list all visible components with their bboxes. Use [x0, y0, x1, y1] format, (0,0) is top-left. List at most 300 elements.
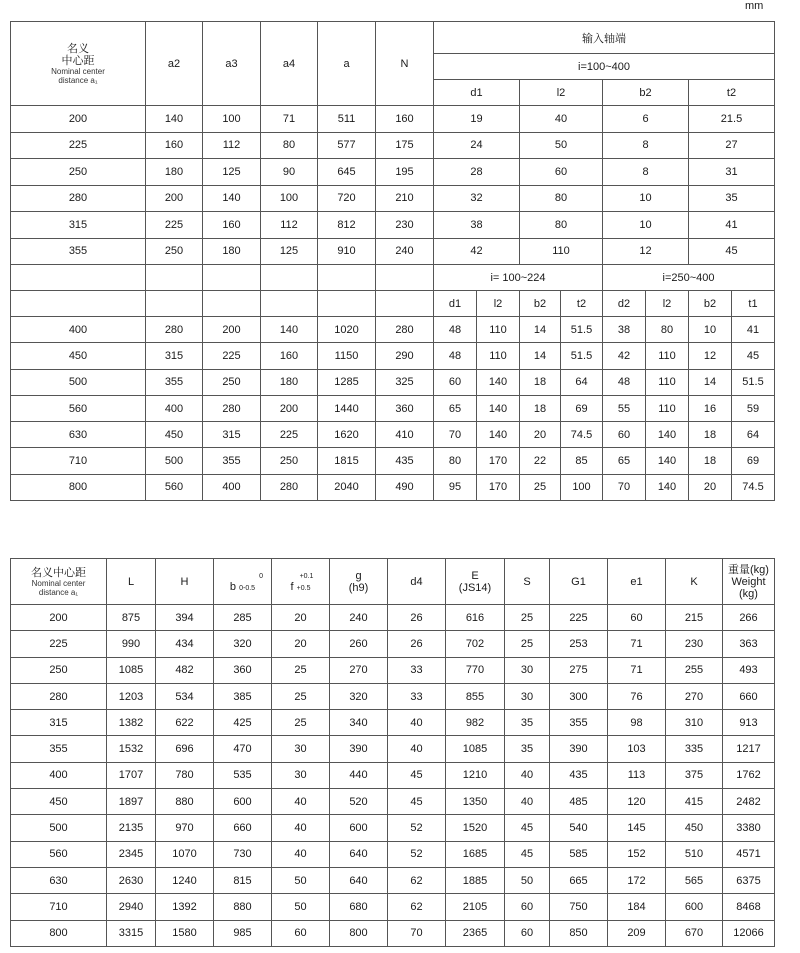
header-a: a	[318, 22, 376, 106]
table-cell: 280	[11, 185, 146, 212]
table-cell: 560	[146, 474, 203, 500]
table-cell: 1217	[723, 736, 775, 762]
table-cell: 80	[520, 212, 603, 239]
table-cell: 560	[11, 841, 107, 867]
table-cell: 622	[156, 710, 214, 736]
table-cell: 2940	[107, 894, 156, 920]
table-cell: 1020	[318, 317, 376, 343]
table-cell: 1240	[156, 867, 214, 893]
header-a2: a2	[146, 22, 203, 106]
table-cell: 112	[203, 132, 261, 159]
table-cell: 70	[388, 920, 446, 946]
table-cell: 28	[434, 159, 520, 186]
table-cell: 195	[376, 159, 434, 186]
table-cell: 230	[666, 631, 723, 657]
table-row	[11, 920, 775, 946]
table-cell: 152	[608, 841, 666, 867]
table-cell: 880	[214, 894, 272, 920]
table-cell: 500	[146, 448, 203, 474]
table-cell: 51.5	[732, 369, 775, 395]
table-cell: 315	[11, 212, 146, 239]
table-cell: 660	[723, 683, 775, 709]
table-cell: 355	[11, 238, 146, 265]
header2-f: +0.1 f +0.5	[272, 559, 330, 605]
empty-cell	[376, 291, 434, 317]
table-cell: 60	[520, 159, 603, 186]
table-cell: 95	[434, 474, 477, 500]
table-cell: 170	[477, 474, 520, 500]
table-cell: 990	[107, 631, 156, 657]
table-cell: 585	[550, 841, 608, 867]
table-cell: 76	[608, 683, 666, 709]
table-cell: 26	[388, 631, 446, 657]
table-cell: 112	[261, 212, 318, 239]
table-cell: 18	[520, 395, 561, 421]
header-ratio-b1: i= 100~224	[434, 265, 603, 291]
table-cell: 14	[520, 317, 561, 343]
table-cell: 482	[156, 657, 214, 683]
table-cell: 10	[603, 185, 689, 212]
table-cell: 18	[689, 448, 732, 474]
table-cell: 4571	[723, 841, 775, 867]
table-cell: 565	[666, 867, 723, 893]
table-cell: 225	[11, 132, 146, 159]
table-cell: 30	[272, 736, 330, 762]
table-row	[11, 762, 775, 788]
table-cell: 630	[11, 422, 146, 448]
table-cell: 410	[376, 422, 434, 448]
table-cell: 600	[330, 815, 388, 841]
table-cell: 65	[603, 448, 646, 474]
table-cell: 8468	[723, 894, 775, 920]
table-cell: 12066	[723, 920, 775, 946]
table-cell: 2345	[107, 841, 156, 867]
header2-g: g (h9)	[330, 559, 388, 605]
sub-column-header: t1	[732, 291, 775, 317]
table-cell: 315	[146, 343, 203, 369]
table-row	[11, 841, 775, 867]
table-cell: 1210	[446, 762, 505, 788]
table-cell: 40	[388, 736, 446, 762]
table-cell: 855	[446, 683, 505, 709]
table-cell: 255	[666, 657, 723, 683]
table-cell: 300	[550, 683, 608, 709]
table-cell: 33	[388, 657, 446, 683]
table-cell: 20	[520, 422, 561, 448]
table-cell: 434	[156, 631, 214, 657]
table-cell: 74.5	[732, 474, 775, 500]
table-cell: 985	[214, 920, 272, 946]
table-cell: 12	[603, 238, 689, 265]
table-cell: 250	[146, 238, 203, 265]
table-cell: 720	[318, 185, 376, 212]
table-cell: 250	[11, 657, 107, 683]
table-cell: 225	[261, 422, 318, 448]
table-cell: 30	[505, 657, 550, 683]
empty-cell	[376, 265, 434, 291]
table-cell: 1580	[156, 920, 214, 946]
table-row	[11, 631, 775, 657]
table-cell: 270	[666, 683, 723, 709]
header2-k: K	[666, 559, 723, 605]
table-cell: 230	[376, 212, 434, 239]
table-cell: 770	[446, 657, 505, 683]
table-cell: 1885	[446, 867, 505, 893]
table-cell: 200	[203, 317, 261, 343]
table-cell: 100	[261, 185, 318, 212]
empty-cell	[318, 291, 376, 317]
table-cell: 640	[330, 867, 388, 893]
table-cell: 315	[11, 710, 107, 736]
table-cell: 14	[689, 369, 732, 395]
table-cell: 26	[388, 605, 446, 631]
table-cell: 172	[608, 867, 666, 893]
sub-column-header: l2	[646, 291, 689, 317]
table-row	[11, 343, 775, 369]
table-cell: 266	[723, 605, 775, 631]
table-cell: 1350	[446, 789, 505, 815]
table-cell: 60	[603, 422, 646, 448]
table-cell: 1762	[723, 762, 775, 788]
table-cell: 110	[646, 369, 689, 395]
table-cell: 65	[434, 395, 477, 421]
table-cell: 6	[603, 106, 689, 133]
table-cell: 18	[520, 369, 561, 395]
table-cell: 660	[214, 815, 272, 841]
sub-column-header: l2	[477, 291, 520, 317]
table-cell: 375	[666, 762, 723, 788]
table-cell: 70	[603, 474, 646, 500]
table-cell: 1382	[107, 710, 156, 736]
header-t2: t2	[689, 80, 775, 106]
table-cell: 140	[646, 448, 689, 474]
table-cell: 335	[666, 736, 723, 762]
table-cell: 50	[520, 132, 603, 159]
table-cell: 800	[330, 920, 388, 946]
table-row	[11, 710, 775, 736]
table-cell: 355	[550, 710, 608, 736]
table-cell: 6375	[723, 867, 775, 893]
table-cell: 140	[261, 317, 318, 343]
table-cell: 285	[214, 605, 272, 631]
table-cell: 160	[376, 106, 434, 133]
table-cell: 125	[261, 238, 318, 265]
table-cell: 400	[203, 474, 261, 500]
table-cell: 40	[505, 762, 550, 788]
table-cell: 415	[666, 789, 723, 815]
empty-cell	[318, 265, 376, 291]
table-cell: 970	[156, 815, 214, 841]
table-cell: 1085	[446, 736, 505, 762]
table-cell: 511	[318, 106, 376, 133]
sub-column-header: b2	[520, 291, 561, 317]
table-cell: 71	[261, 106, 318, 133]
table-cell: 110	[477, 317, 520, 343]
table-cell: 140	[646, 422, 689, 448]
table-cell: 42	[603, 343, 646, 369]
table-cell: 80	[646, 317, 689, 343]
table-cell: 645	[318, 159, 376, 186]
table-cell: 3380	[723, 815, 775, 841]
table-cell: 45	[388, 762, 446, 788]
table-cell: 25	[505, 605, 550, 631]
table-cell: 60	[505, 894, 550, 920]
table-cell: 360	[214, 657, 272, 683]
table-cell: 35	[689, 185, 775, 212]
table-cell: 40	[520, 106, 603, 133]
table-cell: 90	[261, 159, 318, 186]
table-cell: 18	[689, 422, 732, 448]
table-cell: 35	[505, 710, 550, 736]
table-cell: 38	[603, 317, 646, 343]
table-cell: 355	[146, 369, 203, 395]
table-cell: 45	[732, 343, 775, 369]
table-cell: 425	[214, 710, 272, 736]
table-cell: 110	[646, 395, 689, 421]
table-cell: 1707	[107, 762, 156, 788]
table-cell: 1203	[107, 683, 156, 709]
table-cell: 355	[11, 736, 107, 762]
table-cell: 490	[376, 474, 434, 500]
table-cell: 14	[520, 343, 561, 369]
table-cell: 250	[11, 159, 146, 186]
sub-column-header: d1	[434, 291, 477, 317]
table-cell: 25	[272, 683, 330, 709]
table-cell: 880	[156, 789, 214, 815]
table-cell: 40	[272, 789, 330, 815]
table-cell: 62	[388, 894, 446, 920]
table-row	[11, 185, 775, 212]
table-cell: 320	[330, 683, 388, 709]
table-cell: 180	[203, 238, 261, 265]
table-cell: 435	[376, 448, 434, 474]
table-cell: 80	[261, 132, 318, 159]
table-cell: 315	[203, 422, 261, 448]
table-cell: 1897	[107, 789, 156, 815]
table-row	[11, 448, 775, 474]
table-cell: 600	[214, 789, 272, 815]
table-cell: 450	[11, 343, 146, 369]
table-cell: 140	[477, 369, 520, 395]
table-cell: 616	[446, 605, 505, 631]
table-cell: 2135	[107, 815, 156, 841]
table-cell: 113	[608, 762, 666, 788]
header-ratio-a: i=100~400	[434, 54, 775, 80]
table-cell: 1085	[107, 657, 156, 683]
table-cell: 140	[477, 422, 520, 448]
table-cell: 385	[214, 683, 272, 709]
table-cell: 520	[330, 789, 388, 815]
table-cell: 10	[603, 212, 689, 239]
table-cell: 2630	[107, 867, 156, 893]
table-cell: 913	[723, 710, 775, 736]
table-cell: 450	[146, 422, 203, 448]
table-cell: 500	[11, 815, 107, 841]
table-cell: 253	[550, 631, 608, 657]
ratio-header-row	[11, 265, 775, 291]
header-a4: a4	[261, 22, 318, 106]
table-cell: 225	[146, 212, 203, 239]
table-cell: 850	[550, 920, 608, 946]
table-cell: 250	[203, 369, 261, 395]
table-cell: 120	[608, 789, 666, 815]
table-cell: 60	[272, 920, 330, 946]
table-cell: 665	[550, 867, 608, 893]
table-cell: 55	[603, 395, 646, 421]
table-cell: 25	[272, 710, 330, 736]
table-row	[11, 474, 775, 500]
table-cell: 98	[608, 710, 666, 736]
header-l2: l2	[520, 80, 603, 106]
table-cell: 710	[11, 448, 146, 474]
table-row	[11, 815, 775, 841]
table-cell: 1392	[156, 894, 214, 920]
header-d1: d1	[434, 80, 520, 106]
table-cell: 500	[11, 369, 146, 395]
header2-weight: 重量(kg) Weight (kg)	[723, 559, 775, 605]
table-cell: 110	[646, 343, 689, 369]
table-cell: 19	[434, 106, 520, 133]
table-cell: 780	[156, 762, 214, 788]
header-a3: a3	[203, 22, 261, 106]
table-cell: 1815	[318, 448, 376, 474]
table-row	[11, 422, 775, 448]
table-cell: 540	[550, 815, 608, 841]
table-cell: 340	[330, 710, 388, 736]
table-cell: 280	[376, 317, 434, 343]
table-cell: 400	[11, 317, 146, 343]
table-cell: 12	[689, 343, 732, 369]
table-cell: 600	[666, 894, 723, 920]
table-cell: 110	[477, 343, 520, 369]
table-cell: 52	[388, 815, 446, 841]
table-cell: 31	[689, 159, 775, 186]
table-cell: 493	[723, 657, 775, 683]
table-cell: 41	[732, 317, 775, 343]
table-cell: 1532	[107, 736, 156, 762]
table-row	[11, 395, 775, 421]
table-cell: 1440	[318, 395, 376, 421]
table-cell: 320	[214, 631, 272, 657]
header2-l: L	[107, 559, 156, 605]
table-cell: 80	[434, 448, 477, 474]
table-cell: 2105	[446, 894, 505, 920]
table-cell: 184	[608, 894, 666, 920]
table-cell: 100	[203, 106, 261, 133]
table-cell: 815	[214, 867, 272, 893]
table-cell: 42	[434, 238, 520, 265]
table-cell: 125	[203, 159, 261, 186]
table-cell: 2482	[723, 789, 775, 815]
table-cell: 280	[11, 683, 107, 709]
table-cell: 25	[505, 631, 550, 657]
table-cell: 730	[214, 841, 272, 867]
header-ratio-b2: i=250~400	[603, 265, 775, 291]
table-cell: 60	[608, 605, 666, 631]
table-cell: 103	[608, 736, 666, 762]
table-cell: 800	[11, 474, 146, 500]
table-cell: 25	[272, 657, 330, 683]
header2-e1: e1	[608, 559, 666, 605]
table-cell: 270	[330, 657, 388, 683]
table-cell: 40	[388, 710, 446, 736]
table-cell: 100	[561, 474, 603, 500]
sub-column-header-row	[11, 291, 775, 317]
table-cell: 670	[666, 920, 723, 946]
table-cell: 702	[446, 631, 505, 657]
table-cell: 3315	[107, 920, 156, 946]
table-cell: 680	[330, 894, 388, 920]
table-cell: 64	[561, 369, 603, 395]
table-cell: 275	[550, 657, 608, 683]
table-cell: 435	[550, 762, 608, 788]
table-cell: 470	[214, 736, 272, 762]
table-cell: 51.5	[561, 317, 603, 343]
table-cell: 280	[261, 474, 318, 500]
header2-b: 0 b 0-0.5	[214, 559, 272, 605]
table-cell: 25	[520, 474, 561, 500]
table-row	[11, 238, 775, 265]
table-cell: 400	[146, 395, 203, 421]
empty-cell	[203, 291, 261, 317]
table-cell: 48	[434, 317, 477, 343]
table-cell: 225	[203, 343, 261, 369]
table-cell: 1070	[156, 841, 214, 867]
header2-e: E (JS14)	[446, 559, 505, 605]
table-cell: 50	[272, 894, 330, 920]
table-cell: 32	[434, 185, 520, 212]
table-row	[11, 159, 775, 186]
table-cell: 50	[272, 867, 330, 893]
table-cell: 40	[272, 841, 330, 867]
table-cell: 160	[146, 132, 203, 159]
table-cell: 145	[608, 815, 666, 841]
table-cell: 390	[550, 736, 608, 762]
table-cell: 240	[376, 238, 434, 265]
sub-column-header: d2	[603, 291, 646, 317]
table-cell: 71	[608, 631, 666, 657]
table-cell: 200	[261, 395, 318, 421]
table-cell: 160	[261, 343, 318, 369]
table-cell: 240	[330, 605, 388, 631]
table-cell: 360	[376, 395, 434, 421]
header2-s: S	[505, 559, 550, 605]
table-cell: 390	[330, 736, 388, 762]
table-cell: 1285	[318, 369, 376, 395]
table-cell: 640	[330, 841, 388, 867]
table-cell: 22	[520, 448, 561, 474]
table-cell: 8	[603, 159, 689, 186]
table-row	[11, 683, 775, 709]
empty-cell	[11, 291, 146, 317]
table-cell: 800	[11, 920, 107, 946]
empty-cell	[146, 291, 203, 317]
table-cell: 280	[203, 395, 261, 421]
table-cell: 355	[203, 448, 261, 474]
table-cell: 630	[11, 867, 107, 893]
table-cell: 16	[689, 395, 732, 421]
table-cell: 20	[689, 474, 732, 500]
empty-cell	[146, 265, 203, 291]
table-cell: 2040	[318, 474, 376, 500]
header-b2: b2	[603, 80, 689, 106]
table-cell: 180	[261, 369, 318, 395]
table-cell: 394	[156, 605, 214, 631]
table-cell: 48	[603, 369, 646, 395]
table-cell: 170	[477, 448, 520, 474]
table-row	[11, 212, 775, 239]
table-cell: 140	[146, 106, 203, 133]
